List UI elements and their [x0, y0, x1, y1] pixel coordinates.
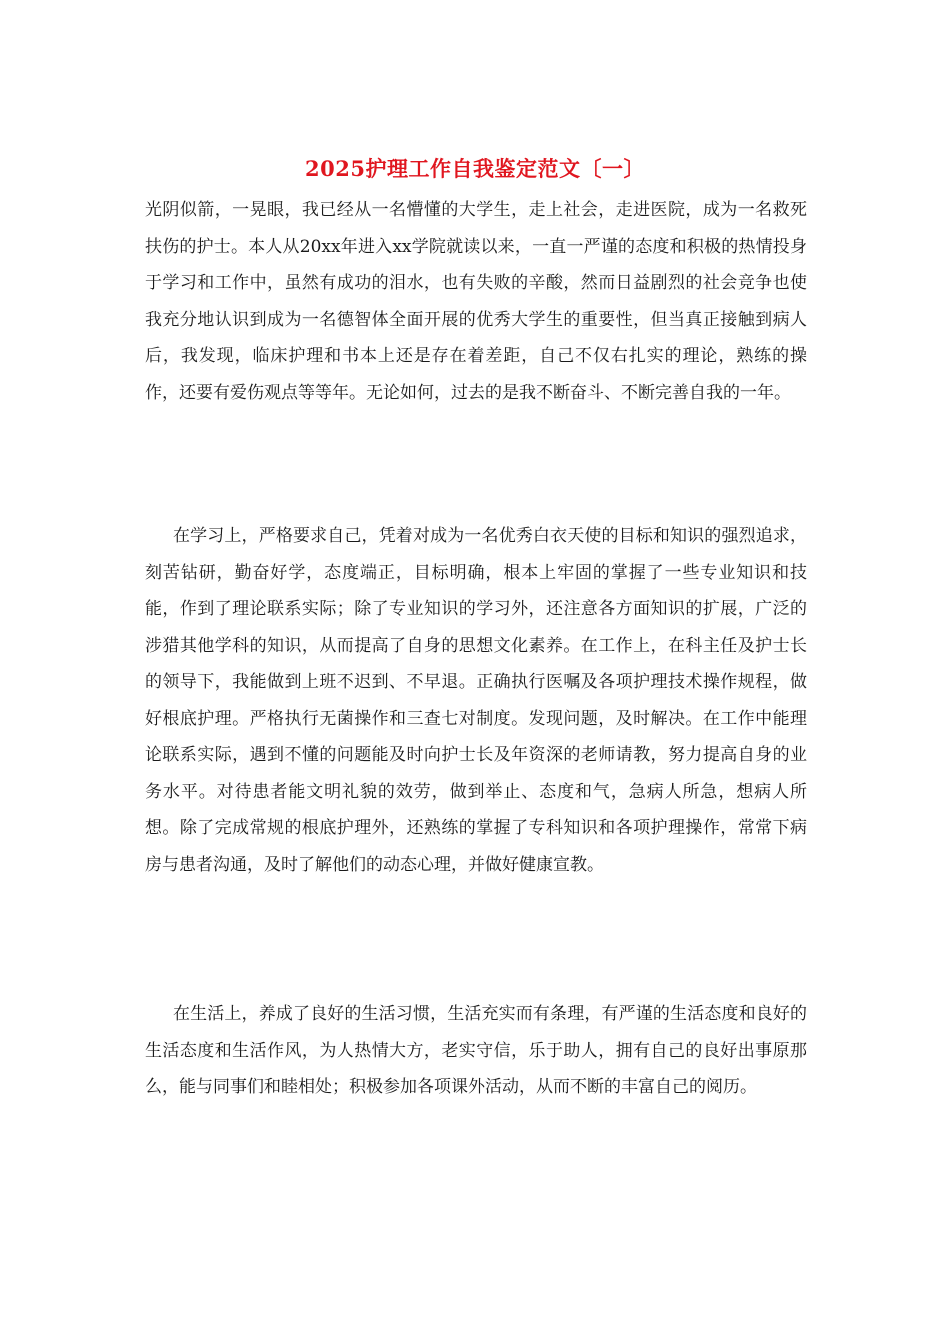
paragraph-intro: 光阴似箭，一晃眼，我已经从一名懵懂的大学生，走上社会，走进医院，成为一名救死扶伤的护士。本人从20xx年进入xx学院就读以来，一直一严谨的态度和积极的热情投身于学习和工作中，虽然有成功的泪水，也有失败的辛酸，然而日益剧烈的社会竞争也使我充分地认识到成为一名德智体全面开展的优秀大学生的重要性，但当真正接触到病人后，我发现，临床护理和书本上还是存在着差距，自己不仅右扎实的理论，熟练的操作，还要有爱伤观点等等年。无论如何，过去的是我不断奋斗、不断完善自我的一年。	[145, 200, 807, 403]
paragraph-life: 在生活上，养成了良好的生活习惯，生活充实而有条理，有严谨的生活态度和良好的生活态度和生活作风，为人热情大方，老实守信，乐于助人，拥有自己的良好出事原那么，能与同事们和睦相处；积极参加各项课外活动，从而不断的丰富自己的阅历。	[145, 1004, 807, 1097]
document-title: 2025护理工作自我鉴定范文〔一〕	[305, 156, 645, 181]
paragraph-study-work: 在学习上，严格要求自己，凭着对成为一名优秀白衣天使的目标和知识的强烈追求，刻苦钻研，勤奋好学，态度端正，目标明确，根本上牢固的掌握了一些专业知识和技能，作到了理论联系实际；除了专业知识的学习外，还注意各方面知识的扩展，广泛的涉猎其他学科的知识，从而提高了自身的思想文化素养。在工作上，在科主任及护士长的领导下，我能做到上班不迟到、不早退。正确执行医嘱及各项护理技术操作规程，做好根底护理。严格执行无菌操作和三查七对制度。发现问题，及时解决。在工作中能理论联系实际，遇到不懂的问题能及时向护士长及年资深的老师请教，努力提高自身的业务水平。对待患者能文明礼貌的效劳，做到举止、态度和气，急病人所急，想病人所想。除了完成常规的根底护理外，还熟练的掌握了专科知识和各项护理操作，常常下病房与患者沟通，及时了解他们的动态心理，并做好健康宣教。	[145, 526, 807, 875]
